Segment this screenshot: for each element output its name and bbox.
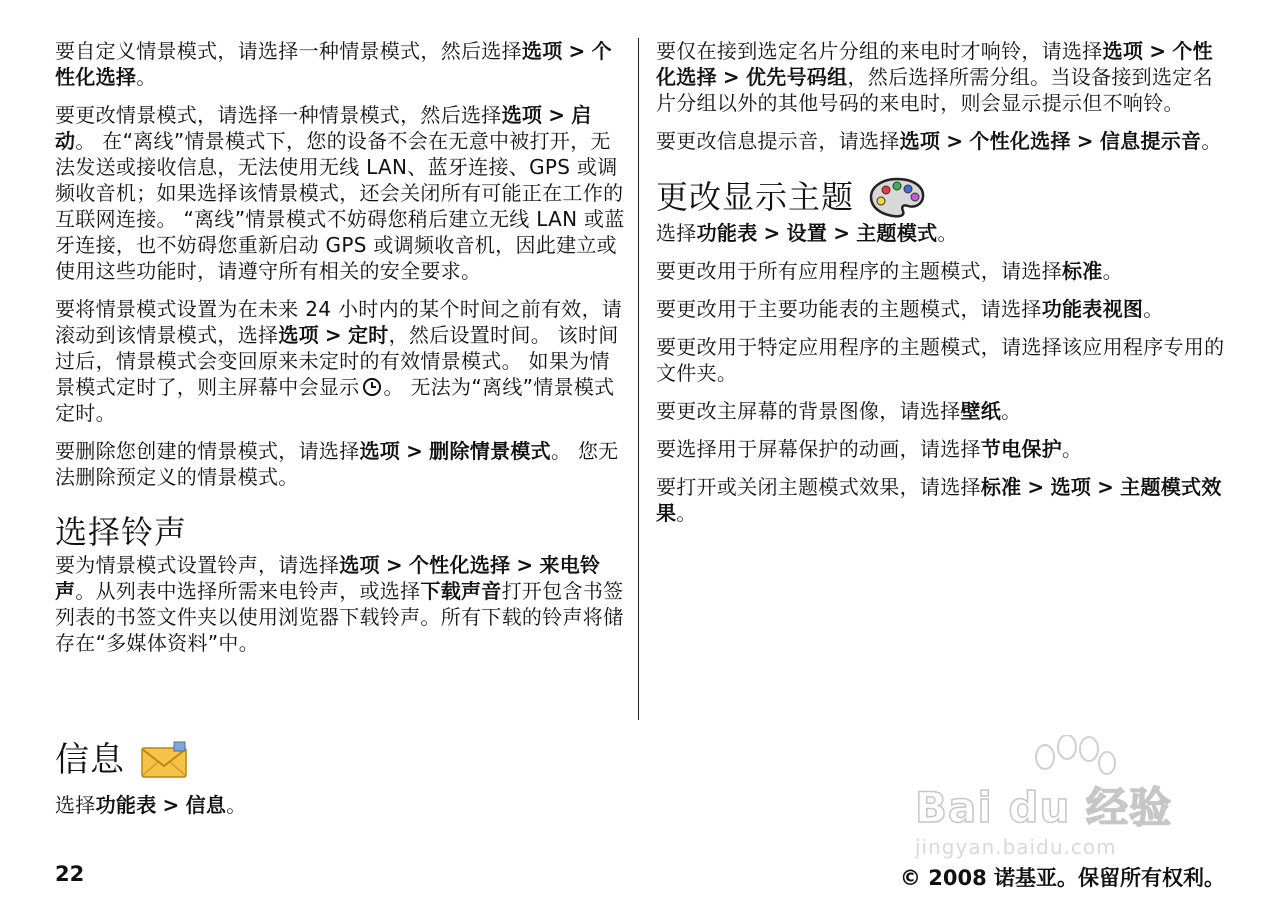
para-text: 要更改用于主要功能表的主题模式，请选择 bbox=[656, 297, 1042, 321]
palette-icon bbox=[868, 176, 926, 218]
message-tone-paragraph bbox=[656, 128, 1226, 154]
menu-path-options: 选项 bbox=[1102, 39, 1144, 63]
para-text: 要自定义情景模式，请选择一种情景模式，然后选择 bbox=[55, 39, 522, 63]
menu-path-personalize: 个性化选择 bbox=[55, 39, 612, 89]
profile-customize-paragraph bbox=[55, 38, 625, 90]
priority-group-paragraph bbox=[656, 38, 1226, 116]
path-separator: > bbox=[1027, 475, 1045, 499]
path-separator: > bbox=[946, 129, 964, 153]
menu-path-options: 选项 bbox=[278, 323, 319, 347]
para-text: 要选择用于屏幕保护的动画，请选择 bbox=[656, 437, 981, 461]
message-heading-row bbox=[55, 740, 625, 780]
profile-delete-paragraph bbox=[55, 438, 625, 490]
watermark-logo-text: Bai du 经验 bbox=[915, 783, 1172, 832]
theme-section-heading: 更改显示主题 bbox=[656, 178, 855, 216]
left-column bbox=[55, 38, 625, 668]
para-text: 选择 bbox=[55, 793, 96, 817]
menu-path-options: 选项 bbox=[501, 103, 543, 127]
para-text: 。 bbox=[1062, 437, 1083, 461]
path-separator: > bbox=[833, 221, 851, 245]
para-text: ，然后设置时间。 该时间过后，情景模式会变回原来未定时的有效情景模式。 如果为情景模式定时了，则主屏幕中会显示 bbox=[55, 323, 619, 399]
menu-path-options: 选项 bbox=[339, 553, 380, 577]
path-separator: > bbox=[763, 221, 781, 245]
para-text: 要更改主屏幕的背景图像，请选择 bbox=[656, 399, 961, 423]
menu-path-priority-group: 优先号码组 bbox=[745, 65, 848, 89]
para-text: 。 bbox=[676, 501, 697, 525]
menu-path-activate: 启动 bbox=[55, 103, 592, 153]
path-separator: > bbox=[406, 439, 424, 463]
message-select-paragraph bbox=[55, 792, 625, 818]
para-text: 。 在“离线”情景模式下，您的设备不会在无意中被打开，无法发送或接收信息，无法使用无线 LAN、蓝牙连接、GPS 或调频收音机；如果选择该情景模式，还会关闭所有可能正在工作的互联网连接。 “离线”情景模式不妨碍您稍后建立无线 LAN 或蓝牙连接，也不妨碍您重新启动 GPS 或调频收音机，因此建立或使用这些功能时，请遵守所有相关的安全要求。 bbox=[55, 129, 625, 283]
menu-path-options: 选项 bbox=[899, 129, 941, 153]
menu-path-settings: 设置 bbox=[786, 221, 828, 245]
para-text: 打开包含书签列表的书签文件夹以使用浏览器下载铃声。所有下载的铃声将储存在“多媒体资料”中。 bbox=[55, 579, 624, 655]
para-text: 要更改信息提示音，请选择 bbox=[656, 129, 900, 153]
menu-path-menu: 功能表 bbox=[95, 793, 157, 817]
baidu-watermark bbox=[905, 735, 1210, 865]
menu-path-menu-view: 功能表视图 bbox=[1041, 297, 1144, 321]
para-text: 要更改用于特定应用程序的主题模式，请选择该应用程序专用的文件夹。 bbox=[656, 335, 1225, 385]
menu-path-wallpaper: 壁纸 bbox=[960, 399, 1002, 423]
path-separator: > bbox=[1076, 129, 1094, 153]
envelope-icon bbox=[139, 740, 189, 780]
para-text: 。 bbox=[937, 221, 958, 245]
copyright-notice: © 2008 诺基亚。保留所有权利。 bbox=[899, 866, 1225, 890]
menu-path-options: 选项 bbox=[359, 439, 401, 463]
ringtone-paragraph bbox=[55, 552, 625, 656]
para-text: 要更改情景模式，请选择一种情景模式，然后选择 bbox=[55, 103, 502, 127]
path-separator: > bbox=[1149, 39, 1167, 63]
menu-path-message-tone: 信息提示音 bbox=[1099, 129, 1202, 153]
path-separator: > bbox=[568, 39, 586, 63]
message-section-heading: 信息 bbox=[55, 740, 125, 780]
menu-path-messaging: 信息 bbox=[185, 793, 227, 817]
para-text: 要删除您创建的情景模式，请选择 bbox=[55, 439, 360, 463]
menu-path-delete-profile: 删除情景模式 bbox=[429, 439, 551, 463]
column-divider bbox=[638, 38, 639, 720]
menu-path-timed: 定时 bbox=[347, 323, 389, 347]
profile-activate-paragraph bbox=[55, 102, 625, 284]
para-text: 。 bbox=[1102, 259, 1123, 283]
theme-heading-row bbox=[656, 176, 1226, 218]
menu-path-power-saver: 节电保护 bbox=[980, 437, 1063, 461]
watermark-url: jingyan.baidu.com bbox=[915, 835, 1117, 859]
menu-path-download-sounds: 下载声音 bbox=[420, 579, 502, 603]
para-text: 要将情景模式设置为在未来 24 小时内的某个时间之前有效，请滚动到该情景模式，选择 bbox=[55, 297, 623, 347]
para-text: 。 bbox=[1143, 297, 1164, 321]
theme-select-paragraph bbox=[656, 220, 1226, 246]
menu-path-options: 选项 bbox=[521, 39, 563, 63]
ringtone-section-heading: 选择铃声 bbox=[55, 513, 188, 551]
path-separator: > bbox=[385, 553, 403, 577]
theme-general-paragraph bbox=[656, 258, 1226, 284]
para-text: ，然后选择所需分组。当设备接到选定名片分组以外的其他号码的来电时，则会显示提示但不响铃。 bbox=[656, 65, 1213, 115]
theme-effects-paragraph bbox=[656, 474, 1226, 526]
message-section bbox=[55, 740, 625, 830]
para-text: 要更改用于所有应用程序的主题模式，请选择 bbox=[656, 259, 1062, 283]
menu-path-themes: 主题模式 bbox=[856, 221, 938, 245]
path-separator: > bbox=[722, 65, 740, 89]
menu-path-personalize: 个性化选择 bbox=[408, 553, 511, 577]
menu-path-personalize: 个性化选择 bbox=[656, 39, 1213, 89]
path-separator: > bbox=[516, 553, 534, 577]
para-text: 。 bbox=[136, 65, 157, 89]
para-text: 。从列表中选择所需来电铃声，或选择 bbox=[75, 579, 421, 603]
para-text: 要仅在接到选定名片分组的来电时才响铃，请选择 bbox=[656, 39, 1103, 63]
para-text: 要打开或关闭主题模式效果，请选择 bbox=[656, 475, 981, 499]
path-separator: > bbox=[1097, 475, 1115, 499]
clock-icon bbox=[362, 377, 382, 397]
menu-path-general: 标准 bbox=[980, 475, 1022, 499]
profile-timed-paragraph bbox=[55, 296, 625, 426]
page-number: 22 bbox=[55, 862, 85, 886]
para-text: 。 无法为“离线”情景模式定时。 bbox=[55, 375, 615, 425]
theme-menu-view-paragraph bbox=[656, 296, 1226, 322]
path-separator: > bbox=[548, 103, 566, 127]
para-text: 。 bbox=[1201, 129, 1222, 153]
para-text: 。 bbox=[226, 793, 247, 817]
menu-path-ringtone: 来电铃声 bbox=[55, 553, 601, 603]
path-separator: > bbox=[324, 323, 342, 347]
menu-path-menu: 功能表 bbox=[696, 221, 758, 245]
power-saver-paragraph bbox=[656, 436, 1226, 462]
para-text: 要为情景模式设置铃声，请选择 bbox=[55, 553, 340, 577]
path-separator: > bbox=[162, 793, 180, 817]
para-text: 。 您无法删除预定义的情景模式。 bbox=[55, 439, 619, 489]
wallpaper-paragraph bbox=[656, 398, 1226, 424]
menu-path-theme-effects: 主题模式效果 bbox=[656, 475, 1222, 525]
para-text: 选择 bbox=[656, 221, 697, 245]
menu-path-options: 选项 bbox=[1050, 475, 1092, 499]
menu-path-personalize: 个性化选择 bbox=[969, 129, 1071, 153]
theme-app-specific-paragraph bbox=[656, 334, 1226, 386]
para-text: 。 bbox=[1001, 399, 1022, 423]
menu-path-general: 标准 bbox=[1062, 259, 1103, 283]
right-column bbox=[656, 38, 1226, 538]
